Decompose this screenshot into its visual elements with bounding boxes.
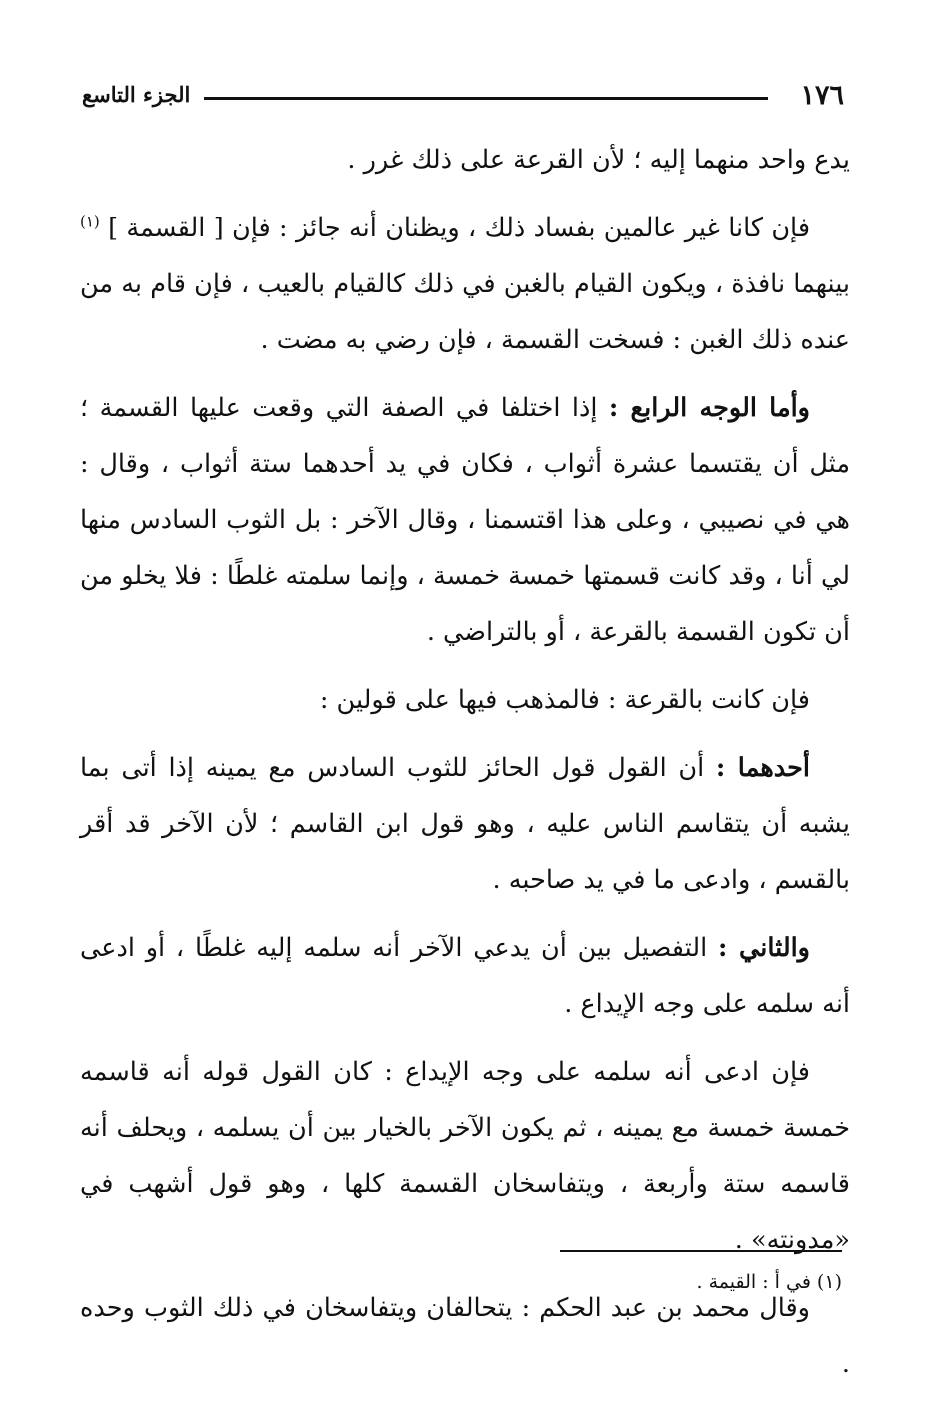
paragraph-text: فإن كانا غير عالمين بفساد ذلك ، ويظنان أنه جائز : فإن [ القسمة ] — [108, 213, 811, 243]
paragraph-5 — [80, 740, 850, 908]
footnote-separator — [560, 1250, 842, 1252]
paragraph-1 — [80, 132, 850, 188]
paragraph-lead: وأما الوجه الرابع : — [608, 393, 810, 423]
paragraph-7 — [80, 1044, 850, 1268]
page-number: ١٧٦ — [800, 80, 844, 111]
paragraph-text: وقال محمد بن عبد الحكم : يتحالفان ويتفاسخان في ذلك الثوب وحده . — [80, 1293, 850, 1379]
paragraph-text: فإن ادعى أنه سلمه على وجه الإيداع : كان القول قوله أنه قاسمه خمسة خمسة مع يمينه ، ثم يكون الآخر بالخيار بين أن يسلمه ، ويحلف أنه قاسمه ستة وأربعة ، ويتفاسخان القسمة كلها ، وهو قول أشهب في «مدونته» . — [80, 1057, 850, 1255]
paragraph-6 — [80, 920, 850, 1032]
paragraph-text: التفصيل بين أن يدعي الآخر أنه سلمه إليه غلطًا ، أو ادعى أنه سلمه على وجه الإيداع . — [80, 933, 850, 1019]
paragraph-3 — [80, 380, 850, 660]
paragraph-text: أن القول قول الحائز للثوب السادس مع يمينه إذا أتى بما يشبه أن يتقاسم الناس عليه ، وهو قول ابن القاسم ؛ لأن الآخر قد أقر بالقسم ، وادعى ما في يد صاحبه . — [80, 753, 850, 895]
paragraph-text-continued: بينهما نافذة ، ويكون القيام بالغبن في ذلك كالقيام بالعيب ، فإن قام به من عنده ذلك الغبن : فسخت القسمة ، فإن رضي به مضت . — [80, 269, 850, 355]
main-text — [80, 132, 850, 1404]
paragraph-2 — [80, 200, 850, 368]
running-header — [82, 78, 848, 118]
paragraph-text: فإن كانت بالقرعة : فالمذهب فيها على قولين : — [319, 685, 810, 715]
header-rule — [204, 97, 768, 100]
running-title: الجزء التاسع — [82, 82, 191, 107]
paragraph-text: إذا اختلفا في الصفة التي وقعت عليها القسمة ؛ مثل أن يقتسما عشرة أثواب ، فكان في يد أحدهما ستة أثواب ، وقال : هي في نصيبي ، وعلى هذا اقتسمنا ، وقال الآخر : بل الثوب السادس منها لي أنا ، وقد كانت قسمتها خمسة خمسة ، وإنما سلمته غلطًا : فلا يخلو من أن تكون القسمة بالقرعة ، أو بالتراضي . — [80, 393, 850, 647]
paragraph-lead: والثاني : — [718, 933, 810, 963]
paragraph-lead: أحدهما : — [715, 753, 810, 783]
paragraph-text: يدع واحد منهما إليه ؛ لأن القرعة على ذلك غرر . — [347, 145, 850, 175]
footnote-reference[interactable]: (١) — [80, 212, 100, 231]
paragraph-4 — [80, 672, 850, 728]
footnote: (١) في أ : القيمة . — [696, 1271, 842, 1293]
paragraph-8 — [80, 1280, 850, 1392]
